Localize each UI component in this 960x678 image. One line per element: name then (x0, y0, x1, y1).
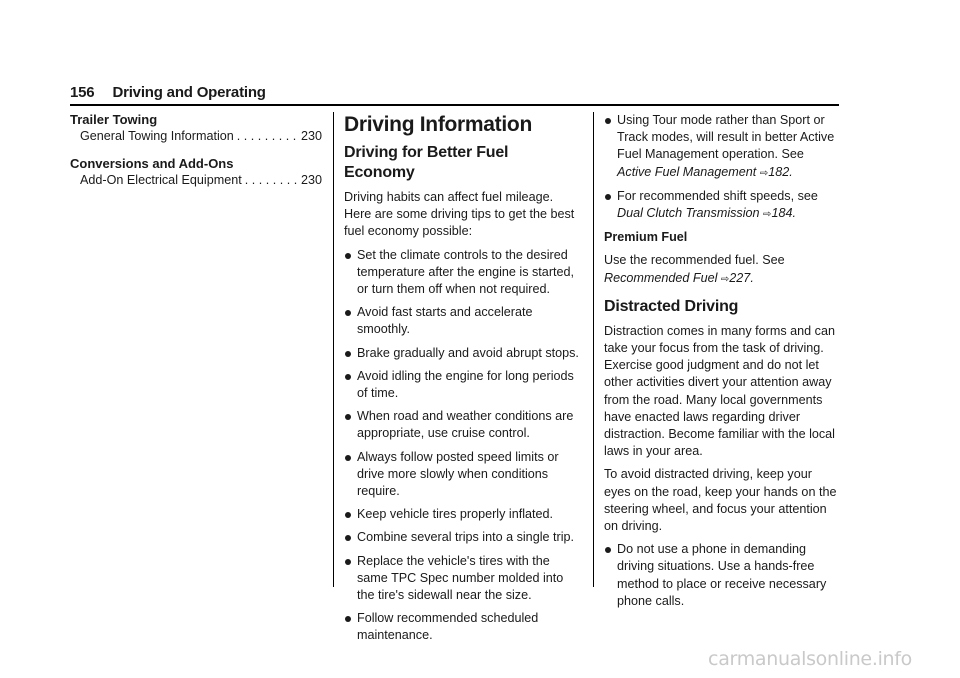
page-reference-arrow-icon: ⇨ (759, 167, 769, 179)
shift-text: For recommended shift speeds, see (617, 188, 818, 203)
toc-entry-page: 230 (300, 129, 322, 143)
subsection-heading: Distracted Driving (604, 297, 739, 315)
page-number: 156 (70, 84, 95, 101)
page-header (70, 84, 839, 102)
paragraph: Distraction comes in many forms and can take your focus from the task of driving. Exercise good judgment and do not let other activities divert your attention away from the road. Many local governments have enacted laws regarding driver distraction. Become familiar with the local laws in your area. (604, 323, 835, 459)
distraction-tips-list (604, 541, 840, 610)
toc-column (70, 112, 322, 189)
page-reference[interactable]: 227 (729, 270, 751, 285)
page-reference[interactable]: 184 (771, 206, 793, 221)
section-heading: Driving Information (344, 113, 532, 136)
toc-entry-label: General Towing Information (80, 129, 234, 143)
cross-reference-link[interactable]: Recommended Fuel (604, 270, 718, 285)
paragraph: To avoid distracted driving, keep your eyes on the road, keep your hands on the steering wheel, and focus your attention on driving. (604, 467, 837, 534)
toc-entry[interactable] (70, 172, 322, 189)
header-rule (70, 104, 839, 106)
list-item: Avoid idling the engine for long periods of time. (344, 368, 582, 402)
run-in-heading: Premium Fuel (604, 230, 688, 245)
list-item: Always follow posted speed limits or drive more slowly when conditions require. (344, 449, 582, 501)
list-item: Using Tour mode rather than Sport or Track modes, will result in better Active Fuel Management operation. See Active Fuel Management ⇨182. (604, 112, 840, 182)
section-title: Driving and Operating (112, 84, 266, 101)
column-divider (593, 112, 594, 587)
cross-reference-link[interactable]: Dual Clutch Transmission (617, 206, 760, 221)
page-reference-arrow-icon: ⇨ (763, 209, 772, 221)
toc-entry[interactable] (70, 128, 322, 145)
toc-entry-page: 230 (300, 173, 322, 187)
list-item: Combine several trips into a single trip. (344, 529, 582, 546)
watermark (0, 648, 960, 672)
fuel-tips-list (344, 247, 582, 645)
list-item: Brake gradually and avoid abrupt stops. (344, 345, 582, 362)
list-item: Avoid fast starts and accelerate smoothly. (344, 304, 582, 338)
toc-heading: Trailer Towing (70, 112, 158, 127)
toc-leader-dots (245, 172, 298, 189)
list-item: Follow recommended scheduled maintenance. (344, 610, 582, 644)
toc-entry-label: Add-On Electrical Equipment (80, 173, 242, 187)
column-divider (333, 112, 334, 587)
page-reference-arrow-icon: ⇨ (720, 273, 730, 285)
right-column (604, 112, 840, 616)
toc-heading: Conversions and Add-Ons (70, 156, 234, 171)
tour-text: Using Tour mode rather than Sport or Track modes, will result in better Active Fuel Management operation. See (617, 113, 835, 162)
cross-reference-link[interactable]: Active Fuel Management (617, 164, 757, 179)
list-item: Do not use a phone in demanding driving situations. Use a hands-free method to place or receive necessary phone calls. (604, 541, 840, 610)
paragraph: Driving habits can affect fuel mileage. Here are some driving tips to get the best fuel economy possible: (344, 190, 575, 239)
page-reference[interactable]: 182 (768, 164, 790, 179)
fuel-tips-continued (604, 112, 840, 223)
watermark-text: carmanualsonline.info (708, 648, 912, 670)
toc-leader-dots (237, 128, 298, 145)
list-item: Set the climate controls to the desired temperature after the engine is started, or turn them off when not required. (344, 247, 582, 299)
list-item: For recommended shift speeds, see Dual Clutch Transmission ⇨184. (604, 188, 840, 223)
paragraph: Use the recommended fuel. See Recommended Fuel ⇨227. (604, 253, 785, 285)
list-item: Keep vehicle tires properly inflated. (344, 506, 582, 523)
list-item: When road and weather conditions are appropriate, use cruise control. (344, 408, 582, 442)
list-item: Replace the vehicle's tires with the same TPC Spec number molded into the tire's sidewall near the size. (344, 553, 582, 605)
premium-text: Use the recommended fuel. See (604, 253, 785, 268)
main-column (344, 112, 582, 651)
subsection-heading: Driving for Better Fuel Economy (344, 144, 509, 181)
